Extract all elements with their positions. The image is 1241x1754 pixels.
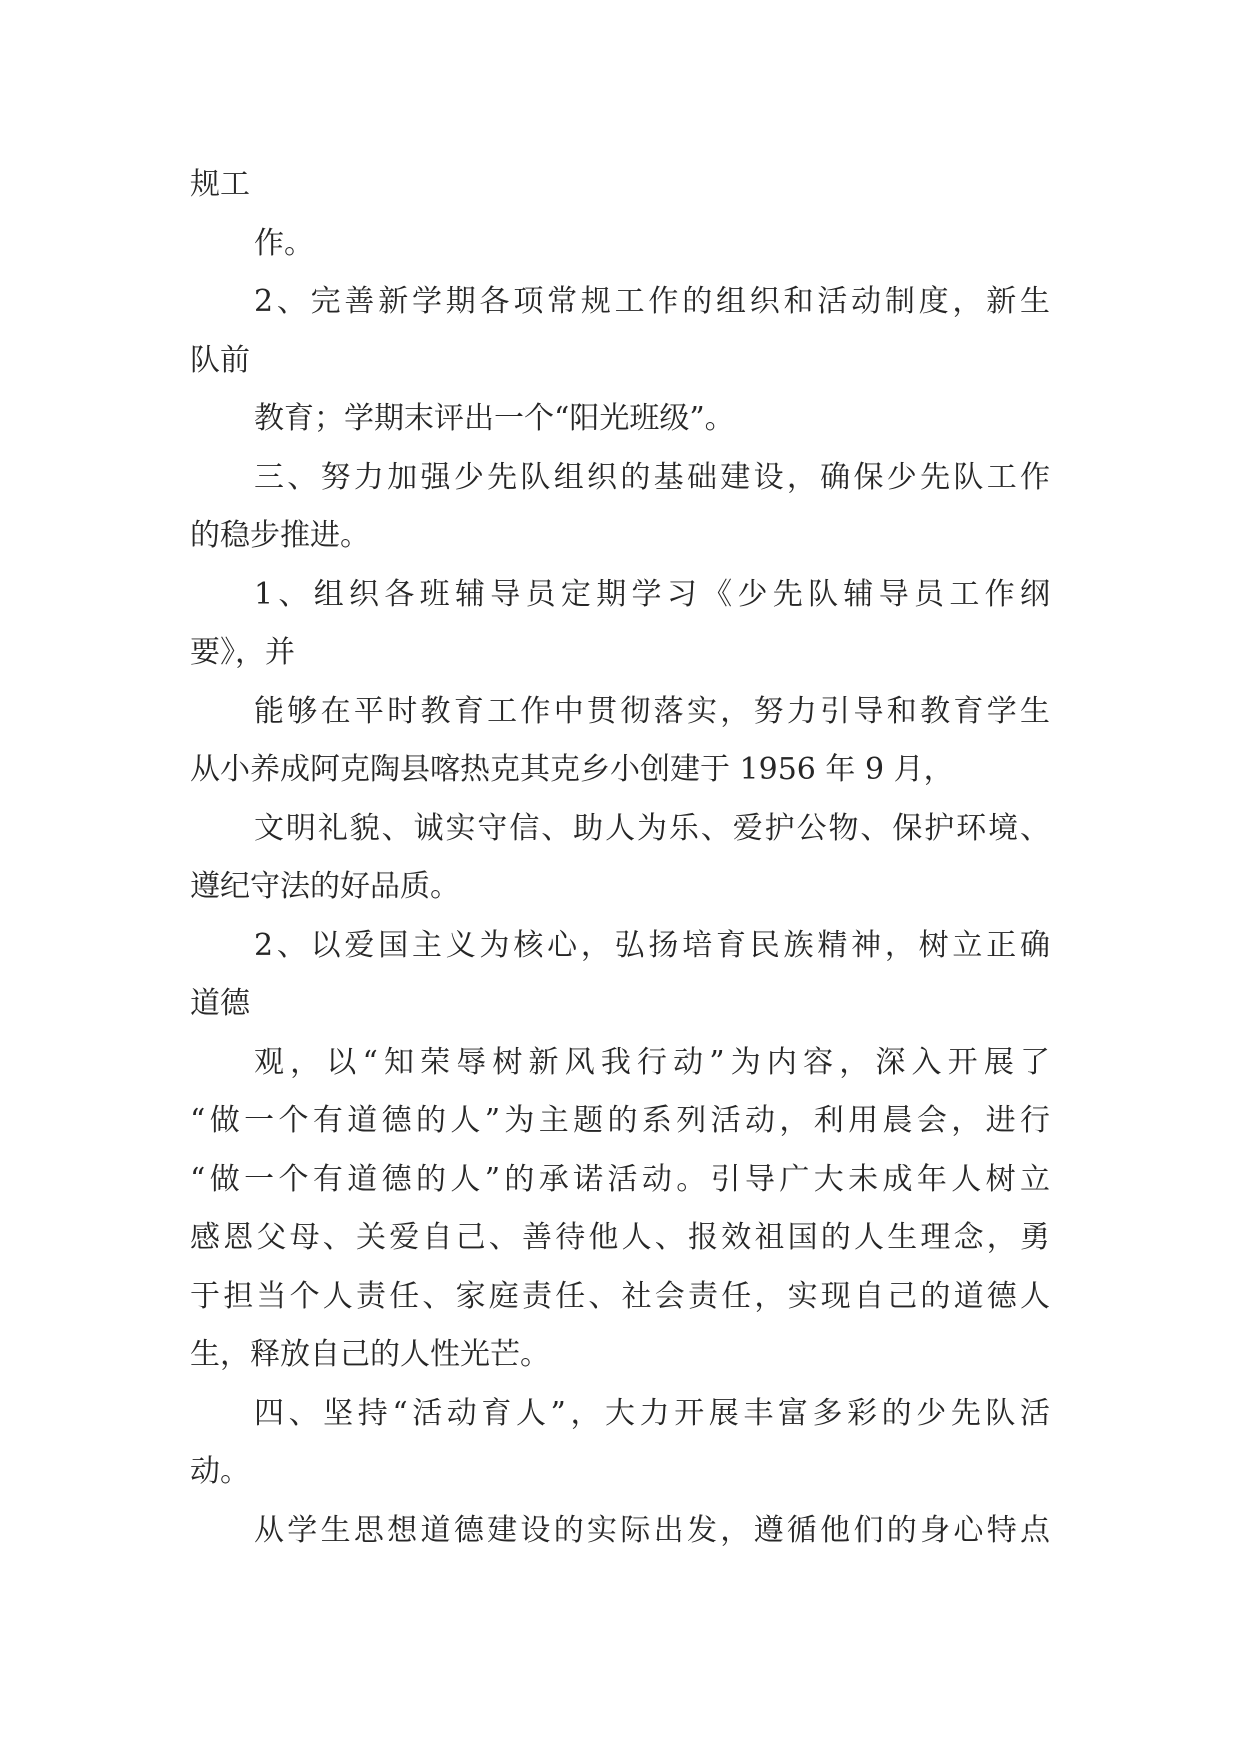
text-line: 三、努力加强少先队组织的基础建设，确保少先队工作 [254,459,1050,495]
text-line: 作。 [254,225,314,261]
document-body [190,156,1050,1560]
text-line: 生，释放自己的人性光芒。 [190,1337,550,1372]
text-line: 四、坚持“活动育人”，大力开展丰富多彩的少先队活 [254,1395,1050,1431]
text-line: 道德 [190,986,250,1021]
text-line: 遵纪守法的好品质。 [190,869,460,904]
text-line: 教育；学期末评出一个“阳光班级”。 [254,401,735,436]
text-line: 队前 [190,342,250,378]
text-line: 的稳步推进。 [190,518,370,553]
text-line: 文明礼貌、诚实守信、助人为乐、爱护公物、保护环境、 [254,810,1050,846]
text-line: “做一个有道德的人”为主题的系列活动，利用晨会，进行 [190,1103,1050,1138]
text-line: 感恩父母、关爱自己、善待他人、报效祖国的人生理念，勇 [190,1220,1050,1255]
text-line: 2、完善新学期各项常规工作的组织和活动制度，新生 [254,284,1050,319]
text-line: “做一个有道德的人”的承诺活动。引导广大未成年人树立 [190,1161,1050,1197]
text-line: 2、以爱国主义为核心，弘扬培育民族精神，树立正确 [254,927,1050,963]
text-line: 观，以“知荣辱树新风我行动”为内容，深入开展了 [254,1044,1050,1080]
text-line: 从小养成阿克陶县喀热克其克乡小创建于 1956 年 9 月， [190,752,954,787]
text-line: 规工 [190,167,250,202]
text-line: 能够在平时教育工作中贯彻落实，努力引导和教育学生 [254,693,1050,729]
text-line: 从学生思想道德建设的实际出发，遵循他们的身心特点 [254,1512,1050,1548]
text-line: 1、组织各班辅导员定期学习《少先队辅导员工作纲 [254,576,1050,612]
text-line: 要》，并 [190,635,295,670]
text-line: 动。 [190,1454,250,1489]
text-line: 于担当个人责任、家庭责任、社会责任，实现自己的道德人 [190,1278,1050,1314]
